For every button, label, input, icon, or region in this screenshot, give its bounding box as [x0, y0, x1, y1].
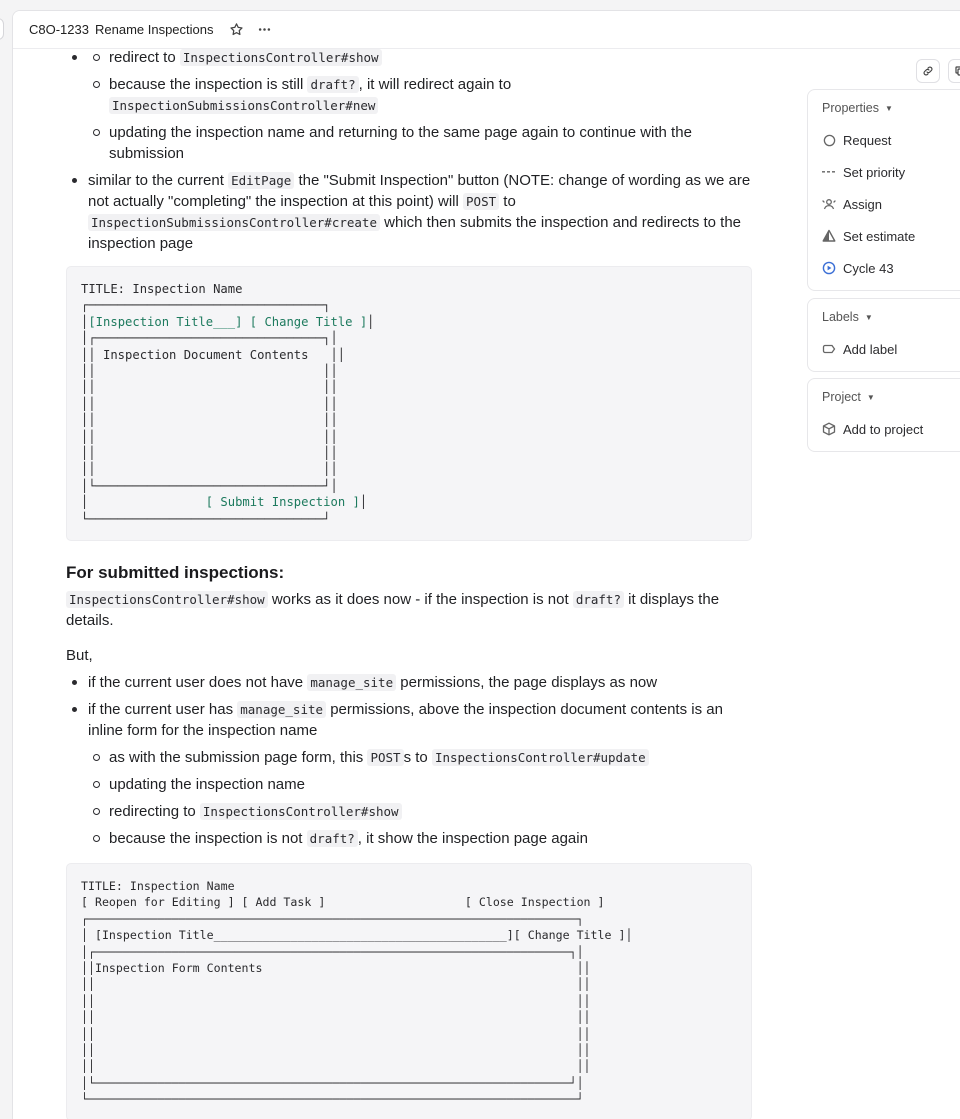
code-line: ││ ││: [81, 396, 338, 411]
code-line: ││ ││: [81, 446, 338, 461]
inline-code: InspectionsController#show: [180, 49, 382, 66]
code-line: ││Inspection Form Contents ││: [81, 961, 591, 976]
code-line: └────────────────────────────────┘: [81, 511, 331, 526]
code-content: [81, 281, 737, 527]
code-line: TITLE: Inspection Name: [81, 282, 243, 296]
inline-code: manage_site: [307, 674, 396, 691]
issue-header: [13, 11, 960, 49]
text: it displays the details.: [66, 591, 720, 629]
code-line: │┌───────────────────────────────┐│: [81, 331, 338, 346]
inline-code: EditPage: [228, 172, 294, 189]
text: as with the submission page form, this: [109, 749, 364, 766]
list-item: [109, 47, 752, 68]
code-line: │└───────────────────────────────┘│: [81, 478, 338, 493]
assignee-property[interactable]: [822, 188, 960, 220]
code-line: ││ ││: [81, 977, 591, 992]
labels-header[interactable]: [822, 307, 960, 327]
add-label-text: Add label: [843, 341, 898, 357]
text: , it show the inspection page again: [357, 830, 588, 847]
estimate-property[interactable]: [822, 220, 960, 252]
add-label-button[interactable]: [822, 333, 960, 365]
status-property[interactable]: [822, 124, 960, 156]
issue-actions: [916, 59, 960, 83]
list-item: [109, 747, 752, 768]
text: works as it does now - if the inspection is not: [271, 591, 569, 608]
code-line: ┌──────────────────────────────────────────────────────────────────────┐: [81, 911, 584, 926]
code-line: ││ ││: [81, 993, 591, 1008]
more-options-icon[interactable]: [256, 21, 274, 39]
project-cube-icon: [822, 422, 836, 436]
code-line: ┌────────────────────────────────┐: [81, 298, 331, 313]
text: permissions, the page displays as now: [400, 674, 658, 691]
properties-header[interactable]: [822, 98, 960, 118]
priority-property[interactable]: [822, 156, 960, 188]
code-line: ││ Inspection Document Contents ││: [81, 347, 346, 362]
estimate-label: Set estimate: [843, 228, 916, 244]
issue-title[interactable]: Rename Inspections: [94, 22, 214, 37]
inline-code: InspectionSubmissionsController#new: [109, 97, 378, 114]
caret-down-icon: ▼: [866, 392, 875, 402]
inline-code: InspectionsController#update: [432, 749, 649, 766]
list-item: [109, 828, 752, 849]
text: which then submits the inspection and redirects to the inspection page: [88, 214, 742, 252]
status-label: Request: [843, 132, 892, 148]
text: updating the inspection name and returning to the same page again to continue with the submission: [109, 124, 692, 162]
cycle-property[interactable]: [822, 252, 960, 284]
paragraph: But,: [66, 647, 93, 664]
code-line: │┌────────────────────────────────────────────────────────────────────┐│: [81, 944, 584, 959]
section-heading: For submitted inspections:: [66, 563, 285, 582]
description-list-a: [66, 47, 752, 254]
labels-header-label: Labels: [822, 310, 859, 324]
list-item: [109, 774, 752, 795]
list-item: [88, 699, 752, 849]
properties-panel: [807, 89, 960, 291]
code-line: │: [81, 495, 206, 510]
text: if the current user does not have: [88, 674, 304, 691]
caret-down-icon: ▼: [864, 312, 873, 322]
list-item: [109, 122, 752, 164]
add-to-project-text: Add to project: [843, 421, 924, 437]
inline-code: draft?: [307, 830, 358, 847]
priority-label: Set priority: [843, 164, 906, 180]
priority-dashes-icon: [822, 165, 836, 179]
code-line: ││ ││: [81, 380, 338, 395]
copy-link-icon[interactable]: [916, 59, 940, 83]
code-block-submitted-mockup[interactable]: [66, 863, 752, 1119]
text: similar to the current: [88, 172, 224, 189]
copy-id-icon[interactable]: [948, 59, 960, 83]
inline-code: POST: [463, 193, 499, 210]
code-line: │└────────────────────────────────────────────────────────────────────┘│: [81, 1075, 584, 1090]
estimate-triangle-icon: [822, 229, 836, 243]
inline-code: manage_site: [237, 701, 326, 718]
inline-code: draft?: [573, 591, 624, 608]
code-line: ││ ││: [81, 1043, 591, 1058]
text: , it will redirect again to: [358, 76, 512, 93]
description-list-b: [66, 672, 752, 849]
sub-list: [88, 47, 752, 164]
text: updating the inspection name: [109, 776, 305, 793]
code-line: ││ ││: [81, 364, 338, 379]
text: if the current user has: [88, 701, 234, 718]
code-line: │: [81, 314, 89, 329]
code-line: ││ ││: [81, 1026, 591, 1041]
code-line: [ Reopen for Editing ] [ Add Task ] [ Close Inspection ]: [81, 895, 605, 910]
code-line: ││ ││: [81, 429, 338, 444]
text: redirect to: [109, 49, 176, 66]
text: to: [503, 193, 516, 210]
code-line: ││ ││: [81, 1010, 591, 1025]
cycle-label: Cycle 43: [843, 260, 894, 276]
text: redirecting to: [109, 803, 196, 820]
project-header[interactable]: [822, 387, 960, 407]
text: the "Submit Inspection" button (NOTE: change of wording as we are not actually "completing" the inspection at this point) will: [88, 172, 751, 210]
list-item: [88, 47, 752, 164]
add-to-project-button[interactable]: [822, 413, 960, 445]
project-panel: [807, 378, 960, 452]
code-line: ││ ││: [81, 413, 338, 428]
inline-code: InspectionSubmissionsController#create: [88, 214, 380, 231]
list-item: [88, 672, 752, 693]
labels-panel: [807, 298, 960, 372]
text: permissions, above the inspection document contents is an inline form for the inspection name: [88, 701, 723, 739]
text: because the inspection is still: [109, 76, 304, 93]
code-line: │: [367, 314, 375, 329]
list-item: [109, 74, 752, 116]
status-circle-icon: [822, 133, 836, 147]
code-line: │ [Inspection Title__________________________________________][ Change Title ]│: [81, 928, 633, 943]
label-tag-icon: [822, 342, 836, 356]
text: because the inspection is not: [109, 830, 303, 847]
list-item: [88, 170, 752, 254]
inline-code: draft?: [307, 76, 358, 93]
code-block-submission-mockup[interactable]: [66, 266, 752, 541]
text: s to: [403, 749, 428, 766]
code-content: [81, 878, 737, 1108]
code-line: ││ ││: [81, 462, 338, 477]
issue-identifier[interactable]: C8O-1233: [29, 22, 89, 37]
cycle-icon: [822, 261, 836, 275]
issue-view: [12, 10, 960, 1119]
issue-description[interactable]: [66, 49, 752, 1119]
assign-user-icon: [822, 197, 836, 211]
code-line: ││ ││: [81, 1059, 591, 1074]
list-item: [109, 801, 752, 822]
code-line: [Inspection Title___] [ Change Title ]: [88, 314, 368, 329]
code-line: │: [359, 495, 368, 510]
paragraph: [66, 589, 752, 631]
code-line: TITLE: Inspection Name: [81, 879, 235, 893]
code-line: [ Submit Inspection ]: [205, 495, 360, 510]
star-icon[interactable]: [228, 21, 246, 39]
inline-code: InspectionsController#show: [66, 591, 268, 608]
sidebar-collapse-handle[interactable]: [0, 18, 4, 40]
sub-list: [88, 747, 752, 849]
code-line: └──────────────────────────────────────────────────────────────────────┘: [81, 1092, 584, 1107]
caret-down-icon: ▼: [884, 103, 893, 113]
assign-label: Assign: [843, 196, 883, 212]
inline-code: InspectionsController#show: [200, 803, 402, 820]
project-header-label: Project: [822, 390, 861, 404]
inline-code: POST: [367, 749, 403, 766]
properties-header-label: Properties: [822, 101, 879, 115]
